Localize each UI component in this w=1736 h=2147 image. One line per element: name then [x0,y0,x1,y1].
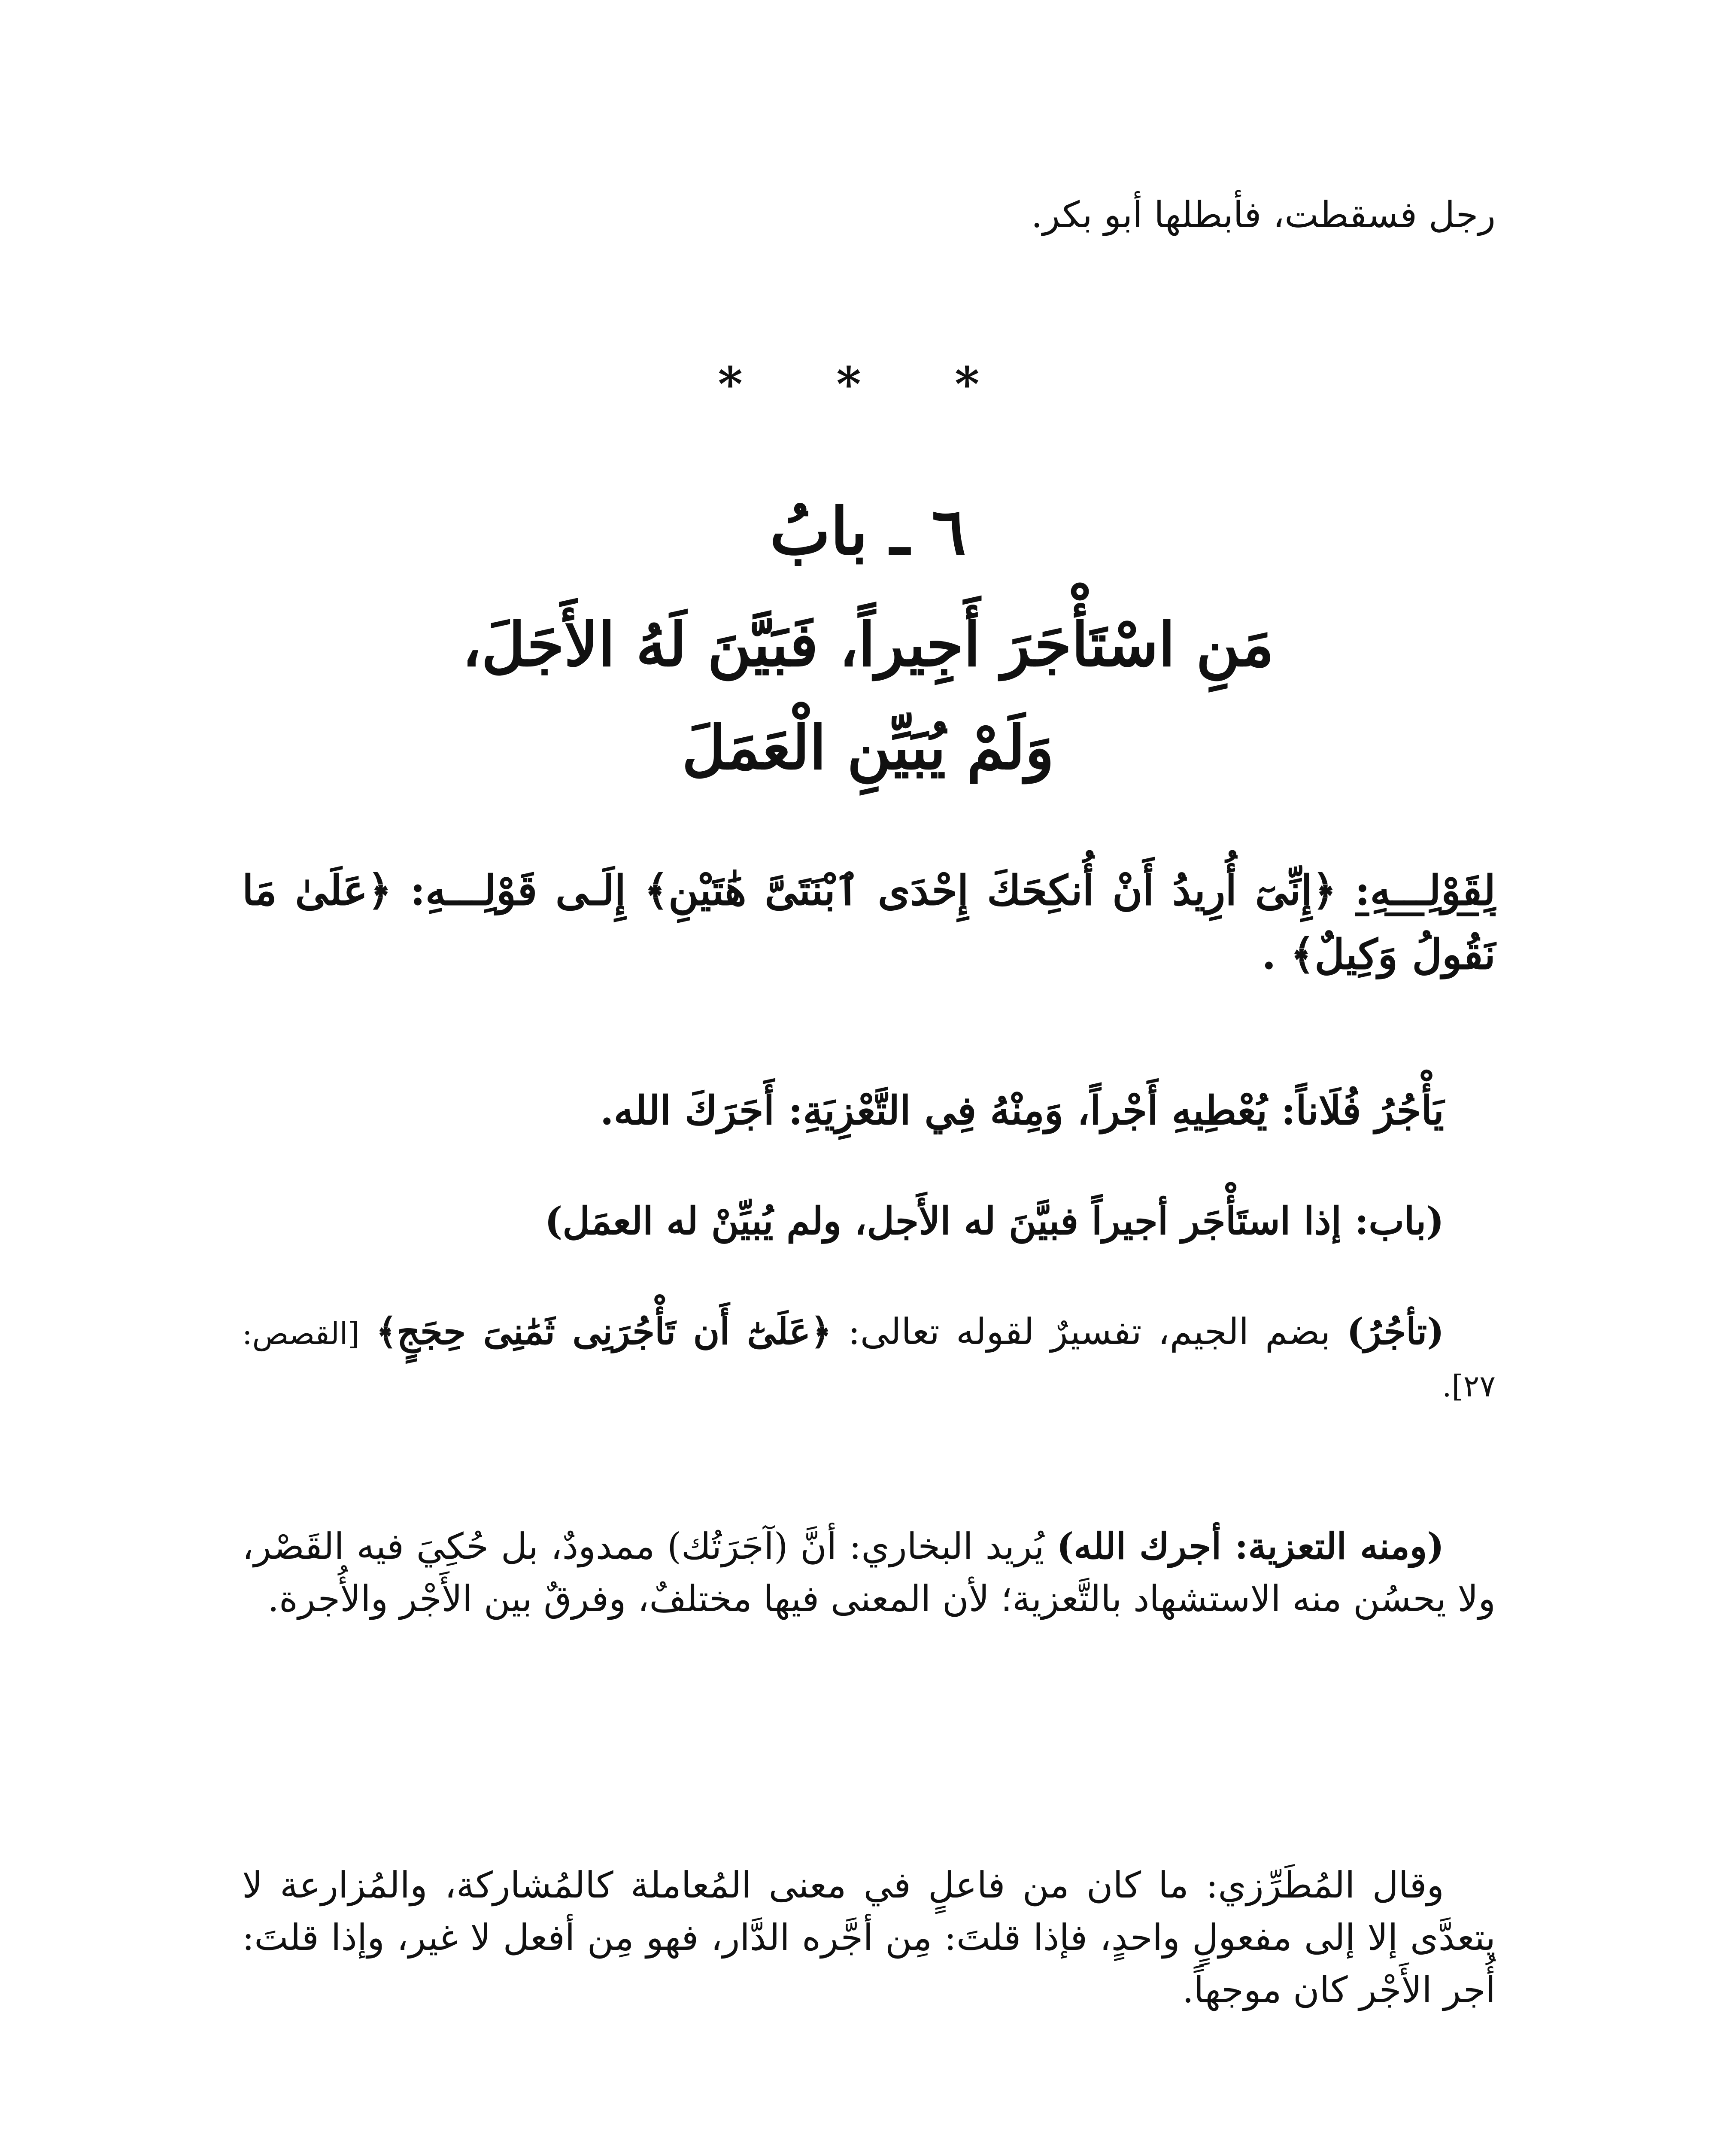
quote-middle: إِلَـى قَوْلِـــهِ: [410,866,626,915]
p1-text: بضم الجيم، تفسيرٌ لقوله تعالى: [848,1311,1331,1353]
continuation-text: رجل فسقطت، فأبطلها أبو بكر. [1031,194,1496,236]
p2-term: (ومنه التعزية: أجرك الله) [1056,1525,1444,1567]
lexical-gloss: يَأْجُرُ فُلَاناً: يُعْطِيهِ أَجْراً، وَمِنْهُ فِي التَّعْزِيَةِ: أَجَرَكَ الله. [600,1087,1444,1134]
quran-quote-paragraph [242,859,1496,987]
quote-lead: لِقَوْلِـــهِ: [1355,866,1496,915]
commentary-paragraph-3: وقال المُطَرِّزي: ما كان من فاعلٍ في معنى المُعاملة كالمُشاركة، والمُزارعة لا يتعدَّى إلا إلى مفعولٍ واحدٍ، فإذا قلتَ: مِن أجَّره الدَّار، فهو مِن أفعل لا غير، وإذا قلتَ: أُجر الأَجْر كان موجهاً. [242,1864,1496,2011]
quote-end: . [1262,930,1276,979]
p1-term: (تأجُرُ) [1347,1310,1444,1353]
p2-text: يُريد البخاري: أنَّ (آجَرَتُك) ممدودٌ، بل حُكِيَ فيه القَصْر، ولا يحسُن منه الاستشهاد بالتَّعزية؛ لأن المعنى فيها مختلفٌ، وفرقٌ بين الأَجْر والأُجرة. [242,1525,1496,1620]
p1-citation: [القصص: ٢٧]. [242,1316,1496,1404]
commentary-paragraph-2 [242,1520,1496,1625]
chapter-title-line2: وَلَمْ يُبَيِّنِ الْعَمَلَ [682,713,1054,783]
chapter-number: ٦ ـ بابُ [770,494,966,569]
verse-1: ﴿إِنِّىٓ أُرِيدُ أَنْ أُنكِحَكَ إِحْدَى ٱبْنَتَىَّ هَٰتَيْنِ﴾ [644,866,1337,915]
continuation-line [242,189,1496,241]
p1-verse: ﴿عَلَىٰٓ أَن تَأْجُرَنِى ثَمَٰنِىَ حِجَجٍ﴾ [376,1310,832,1353]
verse-2: ﴿عَلَىٰ مَا نَقُولُ وَكِيلٌ﴾ [242,866,1496,979]
section-divider: * * * [718,356,1018,412]
bab-heading: (باب: إذا استَأْجَر أجيراً فبيَّنَ له الأَجل، ولم يُبيِّنْ له العمَل) [544,1198,1444,1243]
chapter-title-line1: مَنِ اسْتَأْجَرَ أَجِيراً، فَبَيَّنَ لَهُ الأَجَلَ، [462,610,1274,680]
commentary-paragraph-1 [242,1305,1496,1411]
